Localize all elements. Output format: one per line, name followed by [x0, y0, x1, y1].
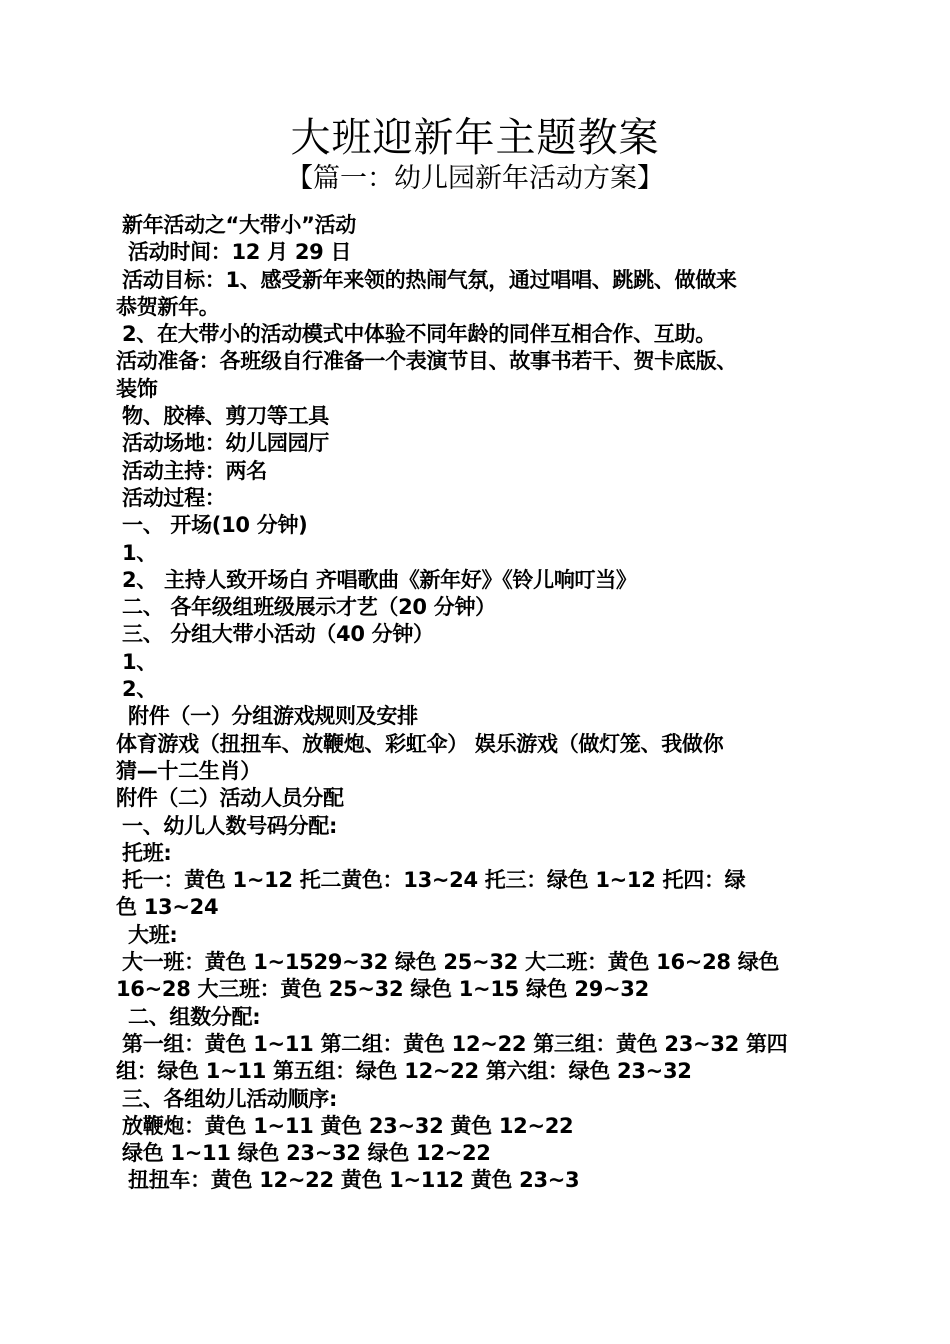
text-line: 一、幼儿人数号码分配: [122, 813, 338, 838]
text-line: 托一：黄色 1~12 托二黄色：13~24 托三：绿色 1~12 托四：绿 [122, 868, 746, 893]
text-line: 放鞭炮：黄色 1~11 黄色 23~32 黄色 12~22 [122, 1113, 574, 1138]
text-line: 2、 主持人致开场白 齐唱歌曲《新年好》《铃儿响叮当》 [122, 567, 637, 592]
text-line: 附件（一）分组游戏规则及安排 [128, 704, 418, 729]
text-line: 体育游戏（扭扭车、放鞭炮、彩虹伞） 娱乐游戏（做灯笼、我做你 [116, 731, 724, 756]
text-line: 大一班：黄色 1~1529~32 绿色 25~32 大二班：黄色 16~28 绿色 [122, 950, 780, 975]
text-line: 附件（二）活动人员分配 [116, 786, 344, 811]
text-line: 16~28 大三班：黄色 25~32 绿色 1~15 绿色 29~32 [116, 977, 649, 1002]
text-line: 绿色 1~11 绿色 23~32 绿色 12~22 [122, 1141, 491, 1166]
text-line: 二、 各年级组班级展示才艺（20 分钟） [122, 595, 496, 620]
text-line: 1、 [122, 649, 158, 674]
text-line: 扭扭车：黄色 12~22 黄色 1~112 黄色 23~3 [128, 1168, 580, 1193]
text-line: 活动目标：1、感受新年来领的热闹气氛，通过唱唱、跳跳、做做来 [122, 267, 737, 292]
text-line: 活动准备：各班级自行准备一个表演节目、故事书若干、贺卡底版、 [116, 349, 737, 374]
document-title: 大班迎新年主题教案 [290, 115, 660, 161]
text-line: 2、在大带小的活动模式中体验不同年龄的同伴互相合作、互助。 [122, 322, 716, 347]
document-body [116, 212, 836, 1195]
text-line: 大班: [128, 922, 178, 947]
text-line: 托班: [122, 840, 172, 865]
text-line: 色 13~24 [116, 895, 219, 920]
text-line: 装饰 [116, 376, 158, 401]
text-line: 猜—十二生肖） [116, 758, 261, 783]
text-line: 三、 分组大带小活动（40 分钟） [122, 622, 434, 647]
document-subtitle: 【篇一：幼儿园新年活动方案】 [286, 163, 664, 194]
text-line: 活动主持：两名 [122, 458, 267, 483]
text-line: 活动场地：幼儿园园厅 [122, 431, 329, 456]
text-line: 三、各组幼儿活动顺序: [122, 1086, 338, 1111]
text-line: 活动时间：12 月 29 日 [128, 240, 352, 265]
text-line: 恭贺新年。 [116, 294, 220, 319]
text-line: 一、 开场(10 分钟) [122, 513, 308, 538]
text-line: 新年活动之“大带小”活动 [122, 213, 357, 237]
text-line: 二、组数分配: [128, 1004, 261, 1029]
text-line: 物、胶棒、剪刀等工具 [122, 404, 329, 429]
text-line: 1、 [122, 540, 158, 565]
text-line: 2、 [122, 677, 158, 702]
text-line: 活动过程： [122, 485, 226, 510]
text-line: 组：绿色 1~11 第五组：绿色 12~22 第六组：绿色 23~32 [116, 1059, 692, 1084]
text-line: 第一组：黄色 1~11 第二组：黄色 12~22 第三组：黄色 23~32 第四 [122, 1031, 788, 1056]
